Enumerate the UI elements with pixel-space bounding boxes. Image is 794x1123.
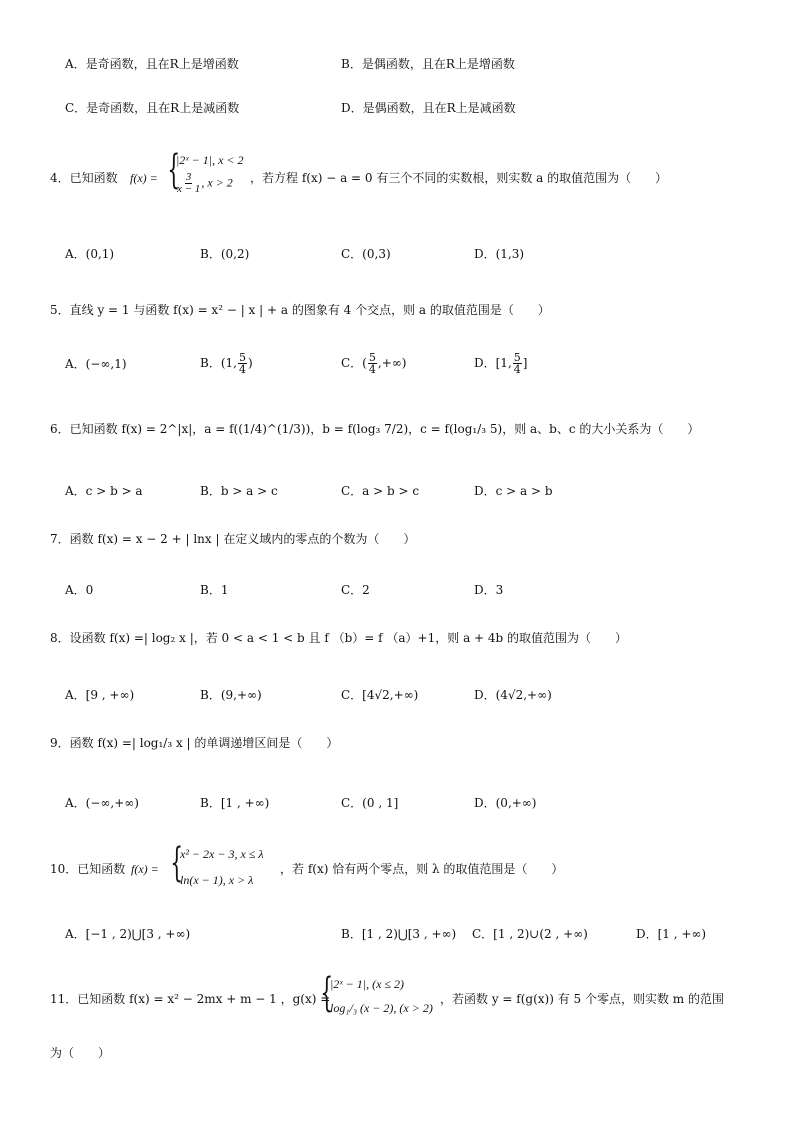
q10-case1: x² − 2x − 3, x ≤ λ bbox=[180, 847, 264, 861]
q10-brace: { bbox=[170, 840, 184, 886]
q9-option-c: C．(0 , 1] bbox=[341, 796, 399, 810]
q4-brace: { bbox=[167, 147, 181, 193]
q5-option-d: D．[1, $\frac{5}{4}$ ] bbox=[474, 351, 528, 376]
q3-option-c: C．是奇函数，且在R上是减函数 bbox=[65, 101, 240, 115]
q4-option-c: C．(0,3) bbox=[341, 247, 391, 261]
q11-line2: 为（ ） bbox=[50, 1046, 111, 1060]
q7-option-d: D．3 bbox=[474, 583, 504, 597]
q6-option-d: D．c > a > b bbox=[474, 484, 553, 498]
q10-suffix: ，若 f(x) 恰有两个零点，则 λ 的取值范围是（ ） bbox=[280, 862, 564, 876]
q7-stem: 7．函数 f(x) = x − 2 + | lnx | 在定义域内的零点的个数为（ ） bbox=[50, 532, 416, 546]
q11-brace: { bbox=[320, 970, 334, 1016]
q7-option-c: C．2 bbox=[341, 583, 370, 597]
q6-stem: 6．已知函数 f(x) = 2^|x|，a = f((1/4)^(1/3))，b = f(log₃ 7/2)，c = f(log₁/₃ 5)，则 a、b、c 的大小关系为（ ） bbox=[50, 422, 700, 436]
q4-prefix: 4．已知函数 bbox=[50, 171, 118, 185]
q4-suffix: ，若方程 f(x) − a = 0 有三个不同的实数根，则实数 a 的取值范围为（ ） bbox=[250, 171, 668, 185]
q3-option-b: B．是偶函数，且在R上是增函数 bbox=[341, 57, 515, 71]
q10-option-c: C．[1 , 2)∪(2 , +∞) bbox=[472, 927, 588, 941]
q8-option-d: D．(4√2,+∞) bbox=[474, 688, 552, 702]
q10-option-d: D．[1 , +∞) bbox=[636, 927, 707, 941]
q3-option-d: D．是偶函数，且在R上是减函数 bbox=[341, 101, 516, 115]
q6-option-c: C．a > b > c bbox=[341, 484, 420, 498]
q10-fx: f(x) = bbox=[131, 862, 159, 876]
q10-option-a: A．[−1 , 2)⋃[3 , +∞) bbox=[65, 927, 191, 941]
q4-option-d: D．(1,3) bbox=[474, 247, 525, 261]
q8-stem: 8．设函数 f(x) =| log₂ x |，若 0 < a < 1 < b 且 f （b）= f （a）+1，则 a + 4b 的取值范围为（ ） bbox=[50, 631, 628, 645]
q9-stem: 9．函数 f(x) =| log₁/₃ x | 的单调递增区间是（ ） bbox=[50, 736, 339, 750]
q11-case1: |2ˣ − 1|, (x ≤ 2) bbox=[330, 977, 404, 991]
q6-option-b: B．b > a > c bbox=[200, 484, 278, 498]
q3-option-a: A．是奇函数，且在R上是增函数 bbox=[65, 57, 239, 71]
q8-option-a: A．[9 , +∞) bbox=[65, 688, 135, 702]
q10-option-b: B．[1 , 2)⋃[3 , +∞) bbox=[341, 927, 457, 941]
q7-option-a: A．0 bbox=[65, 583, 94, 597]
q5-option-b: B．(1, $\frac{5}{4}$ ) bbox=[200, 351, 253, 376]
q4-case2: $\frac{3}{x - 1}$ , x > 2 bbox=[177, 171, 233, 195]
q10-prefix: 10．已知函数 bbox=[50, 862, 126, 876]
q11-suffix: ，若函数 y = f(g(x)) 有 5 个零点，则实数 m 的范围 bbox=[440, 992, 724, 1006]
q11-case2: log₁/₃ (x − 2), (x > 2) bbox=[330, 1001, 433, 1015]
q9-option-d: D．(0,+∞) bbox=[474, 796, 537, 810]
q4-case1: |2ˣ − 1|, x < 2 bbox=[176, 153, 244, 167]
q4-fx: f(x) = bbox=[130, 171, 158, 185]
q5-stem: 5．直线 y = 1 与函数 f(x) = x² − | x | + a 的图象有 4 个交点，则 a 的取值范围是（ ） bbox=[50, 303, 550, 317]
q5-option-a: A．(−∞,1) bbox=[65, 357, 127, 371]
q11-prefix: 11．已知函数 f(x) = x² − 2mx + m − 1 ，g(x) = bbox=[50, 992, 331, 1006]
q4-option-a: A．(0,1) bbox=[65, 247, 115, 261]
q8-option-b: B．(9,+∞) bbox=[200, 688, 262, 702]
q10-case2: ln(x − 1), x > λ bbox=[180, 873, 254, 887]
q8-option-c: C．[4√2,+∞) bbox=[341, 688, 419, 702]
q4-option-b: B．(0,2) bbox=[200, 247, 250, 261]
q9-option-a: A．(−∞,+∞) bbox=[65, 796, 139, 810]
q9-option-b: B．[1 , +∞) bbox=[200, 796, 270, 810]
q5-option-c: C．( $\frac{5}{4}$ ,+∞) bbox=[341, 351, 407, 376]
q6-option-a: A．c > b > a bbox=[65, 484, 143, 498]
q7-option-b: B．1 bbox=[200, 583, 229, 597]
